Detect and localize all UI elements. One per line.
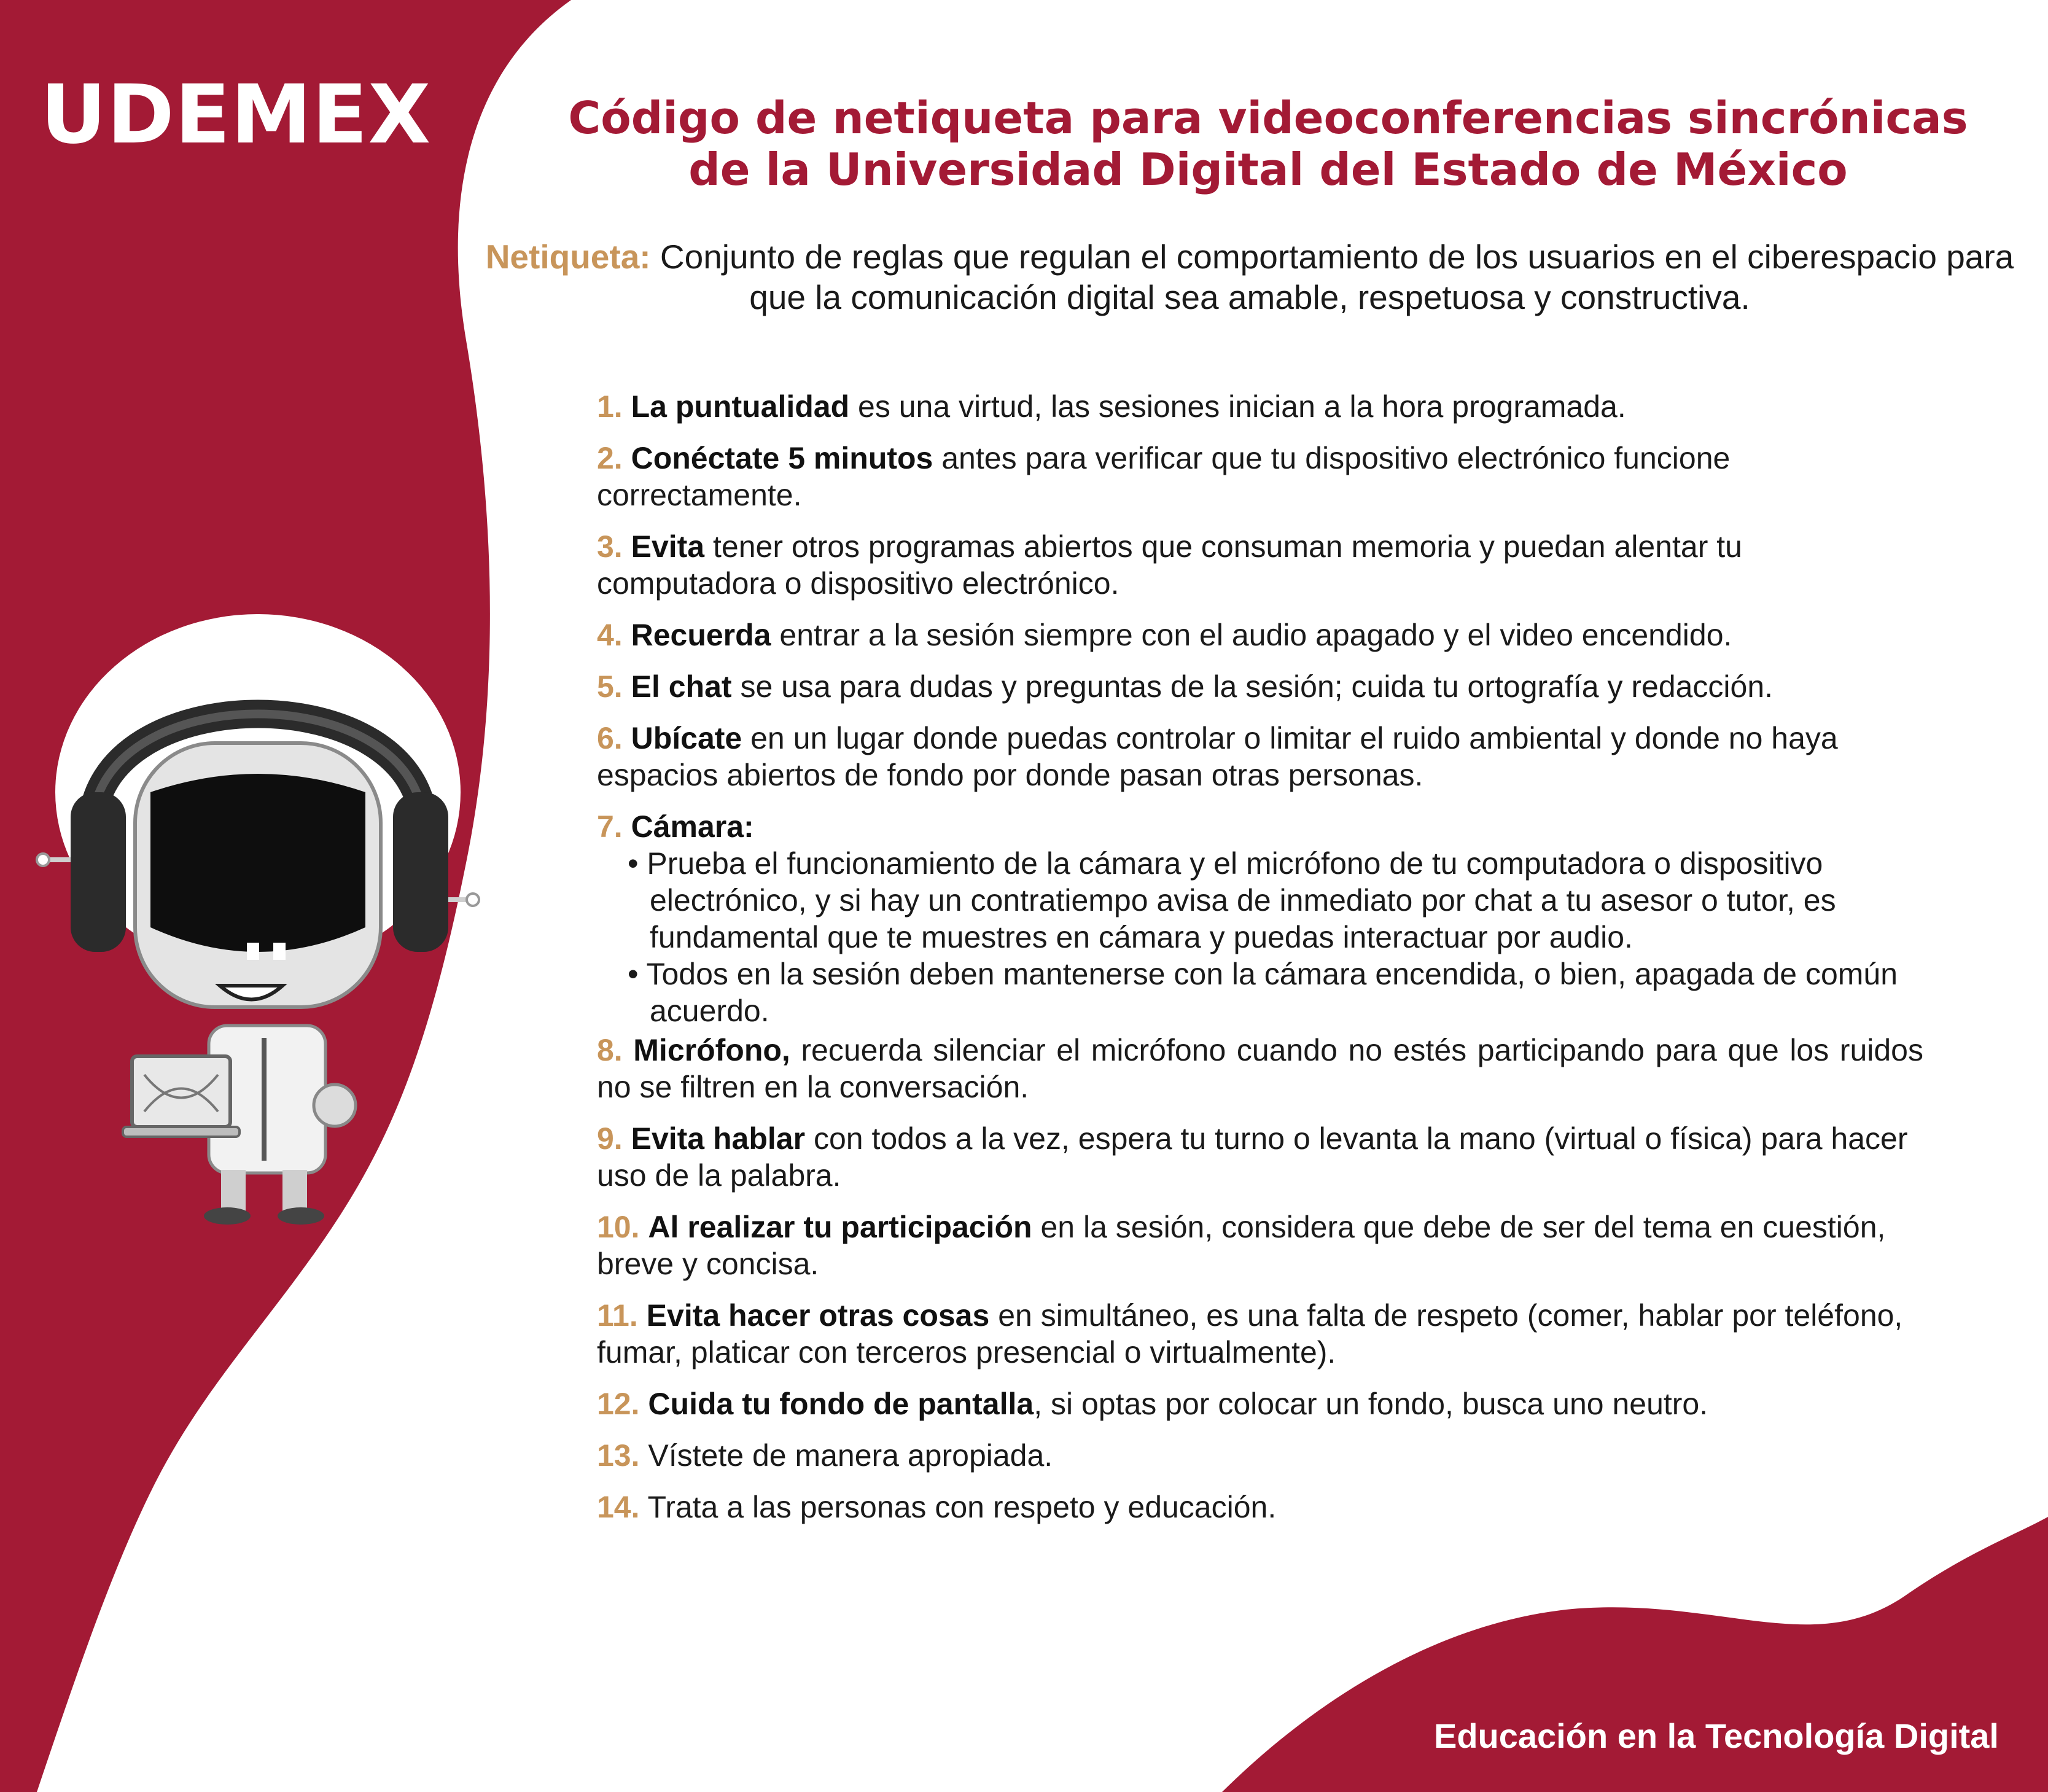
rule-number: 3. — [597, 529, 623, 564]
rule-lead: Recuerda — [631, 618, 771, 652]
rule-number: 8. — [597, 1033, 623, 1067]
rule-number: 14. — [597, 1490, 640, 1524]
footer-tagline: Educación en la Tecnología Digital — [1433, 1716, 1999, 1755]
rule-text: con todos a la vez, espera tu turno o levanta la mano (virtual o física) para hacer uso de la palabra. — [597, 1121, 1908, 1193]
rule-7-bullet-2: • Todos en la sesión deben mantenerse con la cámara encendida, o bien, apagada de común acuerdo. — [628, 957, 1898, 1028]
rule-6 — [597, 720, 1923, 793]
udemex-logo: UDEMEX — [41, 68, 432, 162]
headphone-robot-mascot-icon — [25, 608, 491, 1228]
rule-12 — [597, 1385, 1923, 1422]
rule-number: 12. — [597, 1387, 640, 1421]
rule-lead: Al realizar tu participación — [648, 1210, 1032, 1244]
rule-lead: Micrófono, — [633, 1033, 790, 1067]
rule-lead: La puntualidad — [631, 389, 850, 424]
rule-number: 9. — [597, 1121, 623, 1156]
rule-text: se usa para dudas y preguntas de la sesión; cuida tu ortografía y redacción. — [731, 669, 1774, 704]
rule-text: entrar a la sesión siempre con el audio apagado y el video encendido. — [771, 618, 1732, 652]
rule-9 — [597, 1120, 1923, 1194]
rule-3 — [597, 528, 1923, 602]
rule-lead: Evita hacer otras cosas — [646, 1298, 990, 1333]
rule-4 — [597, 617, 1923, 653]
rule-text: Trata a las personas con respeto y educación. — [639, 1490, 1277, 1524]
rule-number: 11. — [597, 1298, 638, 1333]
rule-lead: Ubícate — [631, 721, 742, 755]
definition — [485, 236, 2014, 317]
rule-number: 4. — [597, 618, 623, 652]
rule-text: recuerda silenciar el micrófono cuando no estés participando para que los ruidos no se filtren en la conversación. — [597, 1033, 1923, 1104]
rule-number: 10. — [597, 1210, 640, 1244]
rule-11 — [597, 1297, 1923, 1371]
rule-text: en un lugar donde puedas controlar o limitar el ruido ambiental y donde no haya espacios abiertos de fondo por donde pasan otras personas. — [597, 721, 1838, 792]
rule-5 — [597, 668, 1923, 705]
rule-text: es una virtud, las sesiones inician a la hora programada. — [849, 389, 1626, 424]
rule-lead: Conéctate 5 minutos — [631, 441, 933, 475]
rule-text: en simultáneo, es una falta de respeto (comer, hablar por teléfono, fumar, platicar con terceros presencial o virtualmente). — [597, 1298, 1903, 1369]
title-line-2: de la Universidad Digital del Estado de México — [688, 144, 1848, 195]
rule-number: 13. — [597, 1438, 640, 1473]
rule-number: 2. — [597, 441, 623, 475]
rule-2 — [597, 440, 1923, 513]
rule-1 — [597, 388, 1923, 425]
rule-number: 7. — [597, 809, 623, 844]
rule-text: en la sesión, considera que debe de ser del tema en cuestión, breve y concisa. — [597, 1210, 1886, 1281]
rule-8 — [597, 1032, 1923, 1105]
definition-text: Conjunto de reglas que regulan el comportamiento de los usuarios en el ciberespacio para que la comunicación digital sea amable, respetuosa y constructiva. — [650, 238, 2014, 316]
rule-14 — [597, 1489, 1923, 1525]
rule-lead: El chat — [631, 669, 732, 704]
rule-7 — [597, 808, 1923, 1029]
rule-7-bullet-1: • Prueba el funcionamiento de la cámara y el micrófono de tu computadora o dispositivo electrónico, y si hay un contratiempo avisa de inmediato por chat a tu asesor o tutor, es fundamental que te muestres en cámara y puedas interactuar por audio. — [628, 846, 1836, 954]
rule-number: 5. — [597, 669, 623, 704]
rule-number: 6. — [597, 721, 623, 755]
rule-lead: Cuida tu fondo de pantalla — [648, 1387, 1034, 1421]
title-line-1: Código de netiqueta para videoconferencias sincrónicas — [568, 92, 1968, 144]
rule-text: Vístete de manera apropiada. — [639, 1438, 1053, 1473]
definition-term: Netiqueta: — [485, 238, 651, 276]
rule-number: 1. — [597, 389, 623, 424]
rule-lead: Evita hablar — [631, 1121, 806, 1156]
rule-text: tener otros programas abiertos que consuman memoria y puedan alentar tu computadora o dispositivo electrónico. — [597, 529, 1742, 601]
rule-10 — [597, 1209, 1923, 1282]
rule-lead: Evita — [631, 529, 705, 564]
rule-text: antes para verificar que tu dispositivo electrónico funcione correctamente. — [597, 441, 1731, 512]
page-title — [510, 92, 2027, 195]
rules-list — [597, 388, 1923, 1540]
rule-lead: Cámara: — [631, 809, 754, 844]
rule-13 — [597, 1437, 1923, 1474]
rule-text: , si optas por colocar un fondo, busca uno neutro. — [1034, 1387, 1708, 1421]
